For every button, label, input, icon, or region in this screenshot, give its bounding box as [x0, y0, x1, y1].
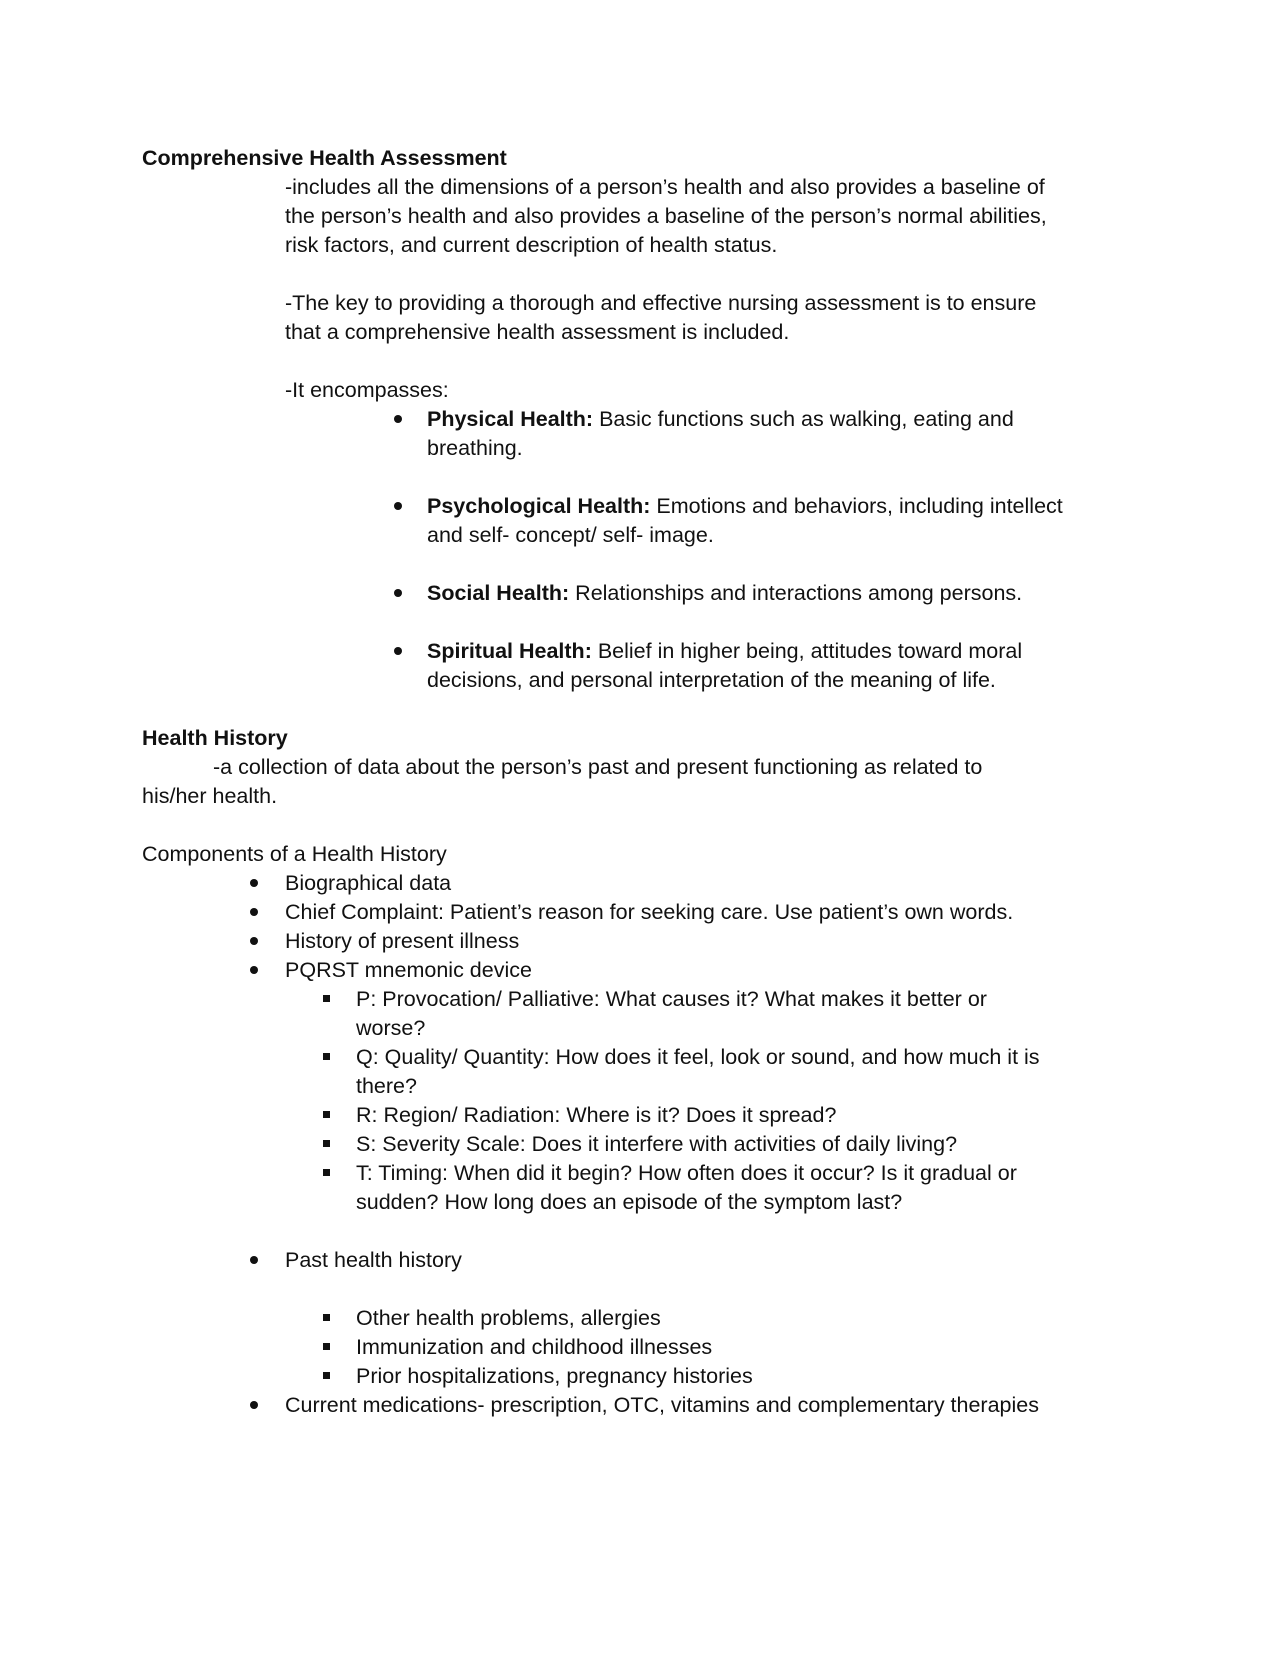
bullet-dot-icon: [250, 966, 258, 974]
bullet-square-icon: [323, 1140, 330, 1147]
paragraph-line: -The key to providing a thorough and effective nursing assessment is to ensure: [285, 291, 1037, 315]
bullet-square-icon: [323, 1314, 330, 1321]
dimension-text-cont: breathing.: [427, 436, 523, 460]
component-item: PQRST mnemonic device: [285, 958, 532, 982]
past-history-item: Prior hospitalizations, pregnancy histories: [356, 1364, 753, 1388]
dimension-text-cont: decisions, and personal interpretation of the meaning of life.: [427, 668, 996, 692]
dimension-term: Spiritual Health:: [427, 639, 592, 663]
paragraph-line: risk factors, and current description of health status.: [285, 233, 778, 257]
paragraph-line: that a comprehensive health assessment is included.: [285, 320, 790, 344]
past-history-item: Immunization and childhood illnesses: [356, 1335, 713, 1359]
component-item: Biographical data: [285, 871, 452, 895]
bullet-square-icon: [323, 995, 330, 1002]
pqrst-item-cont: worse?: [356, 1016, 426, 1040]
definition-line: -a collection of data about the person’s past and present functioning as related to: [213, 755, 983, 779]
pqrst-item: Q: Quality/ Quantity: How does it feel, look or sound, and how much it is: [356, 1045, 1040, 1069]
bullet-dot-icon: [394, 415, 402, 423]
component-item: Current medications- prescription, OTC, vitamins and complementary therapies: [285, 1393, 1039, 1417]
pqrst-item: S: Severity Scale: Does it interfere with activities of daily living?: [356, 1132, 958, 1156]
dimension-text: Relationships and interactions among persons.: [569, 581, 1023, 605]
encompasses-intro: -It encompasses:: [285, 378, 449, 402]
pqrst-item: T: Timing: When did it begin? How often does it occur? Is it gradual or: [356, 1161, 1017, 1185]
dimension-item: [427, 404, 1014, 434]
bullet-dot-icon: [250, 879, 258, 887]
dimension-text: Emotions and behaviors, including intellect: [650, 494, 1063, 518]
pqrst-item: P: Provocation/ Palliative: What causes it? What makes it better or: [356, 987, 987, 1011]
bullet-dot-icon: [394, 647, 402, 655]
dimension-item: [427, 636, 1022, 666]
component-item: Past health history: [285, 1248, 462, 1272]
paragraph-line: the person’s health and also provides a baseline of the person’s normal abilities,: [285, 204, 1047, 228]
bullet-dot-icon: [394, 502, 402, 510]
dimension-text-cont: and self- concept/ self- image.: [427, 523, 714, 547]
dimension-text: Basic functions such as walking, eating and: [593, 407, 1014, 431]
paragraph-line: -includes all the dimensions of a person’s health and also provides a baseline of: [285, 175, 1045, 199]
past-history-item: Other health problems, allergies: [356, 1306, 661, 1330]
bullet-dot-icon: [394, 589, 402, 597]
dimension-term: Physical Health:: [427, 407, 594, 431]
pqrst-item-cont: sudden? How long does an episode of the symptom last?: [356, 1190, 903, 1214]
bullet-square-icon: [323, 1169, 330, 1176]
bullet-square-icon: [323, 1343, 330, 1350]
bullet-dot-icon: [250, 1401, 258, 1409]
bullet-dot-icon: [250, 908, 258, 916]
components-title: Components of a Health History: [142, 842, 447, 866]
dimension-item: [427, 578, 1022, 608]
bullet-square-icon: [323, 1111, 330, 1118]
bullet-square-icon: [323, 1053, 330, 1060]
bullet-dot-icon: [250, 1256, 258, 1264]
component-item: Chief Complaint: Patient’s reason for seeking care. Use patient’s own words.: [285, 900, 1014, 924]
dimension-term: Psychological Health:: [427, 494, 651, 518]
dimension-item: [427, 491, 1063, 521]
section-heading-comprehensive: Comprehensive Health Assessment: [142, 146, 507, 170]
bullet-square-icon: [323, 1372, 330, 1379]
pqrst-item-cont: there?: [356, 1074, 417, 1098]
dimension-term: Social Health:: [427, 581, 570, 605]
pqrst-item: R: Region/ Radiation: Where is it? Does it spread?: [356, 1103, 837, 1127]
bullet-dot-icon: [250, 937, 258, 945]
section-heading-health-history: Health History: [142, 726, 288, 750]
component-item: History of present illness: [285, 929, 520, 953]
definition-line: his/her health.: [142, 784, 278, 808]
dimension-text: Belief in higher being, attitudes toward moral: [591, 639, 1023, 663]
